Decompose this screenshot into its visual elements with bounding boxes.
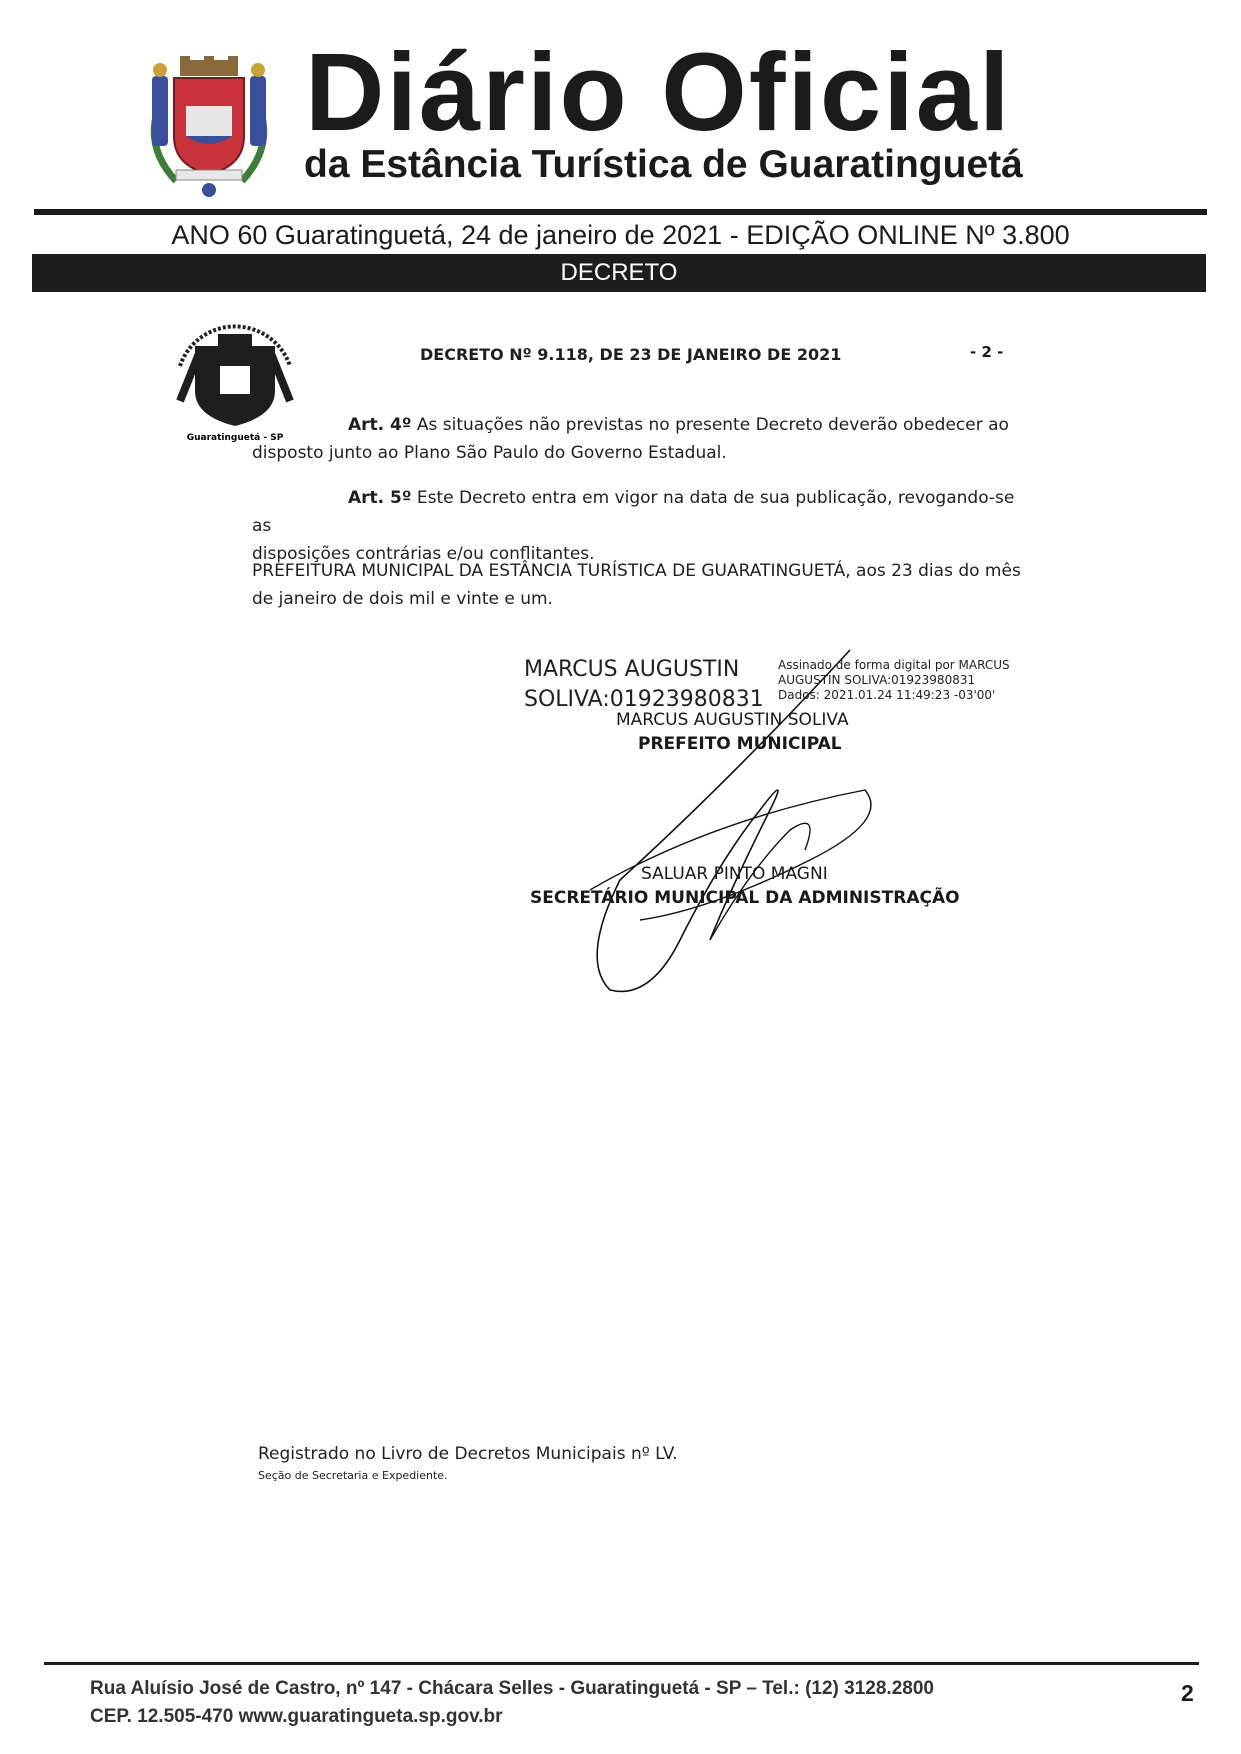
article-5-line2: disposições contrárias e/ou conflitantes. [252,544,595,564]
article-4 [252,411,1032,467]
footer-address-line2: CEP. 12.505-470 www.guaratingueta.sp.gov.br [90,1706,503,1727]
mayor-name: MARCUS AUGUSTIN SOLIVA [616,710,849,730]
article-5 [252,484,1032,568]
digital-signature-metadata [778,658,1010,703]
article-4-line1: As situações não previstas no presente Decreto deverão obedecer ao [416,415,1009,435]
footer-address [90,1675,934,1731]
decree-title: DECRETO Nº 9.118, DE 23 DE JANEIRO DE 2021 [420,345,842,364]
registry-section: Seção de Secretaria e Expediente. [258,1469,448,1482]
footer-divider [44,1662,1199,1665]
mayor-title: PREFEITO MUNICIPAL [638,734,842,754]
closing-line1: PREFEITURA MUNICIPAL DA ESTÂNCIA TURÍSTICA DE GUARATINGUETÁ, aos 23 dias do mês [252,561,1021,581]
page-marker: - 2 - [970,343,1004,361]
closing-paragraph [252,557,1052,613]
digital-signature-meta-line2: AUGUSTIN SOLIVA:01923980831 [778,673,976,687]
digital-signature-name-line2: SOLIVA:01923980831 [524,687,764,712]
article-4-line2: disposto junto ao Plano São Paulo do Governo Estadual. [252,443,727,463]
digital-signature-name-line1: MARCUS AUGUSTIN [524,657,740,682]
closing-line2: de janeiro de dois mil e vinte e um. [252,589,553,609]
edition-line: ANO 60 Guaratinguetá, 24 de janeiro de 2021 - EDIÇÃO ONLINE Nº 3.800 [171,220,1070,250]
secretary-title: SECRETÁRIO MUNICIPAL DA ADMINISTRAÇÃO [530,888,960,908]
coat-of-arms-icon [146,56,272,198]
secretary-name: SALUAR PINTO MAGNI [641,864,828,884]
digital-signature-meta-line3: Dados: 2021.01.24 11:49:23 -03'00' [778,688,996,702]
digital-signature-meta-line1: Assinado de forma digital por MARCUS [778,658,1010,672]
article-5-label: Art. 5º [348,488,412,508]
stamp-caption: Guaratinguetá - SP [186,433,284,442]
digital-signature-name [524,655,764,715]
masthead-title: Diário Oficial [305,31,1012,154]
article-4-label: Art. 4º [348,415,412,435]
masthead-divider [34,209,1207,215]
section-banner: DECRETO [32,254,1206,292]
article-5-line1: Este Decreto entra em vigor na data de sua publicação, revogando-se as [252,488,1015,536]
masthead-subtitle: da Estância Turística de Guaratinguetá [304,143,1023,186]
footer-page-number: 2 [1181,1680,1194,1706]
registry-note: Registrado no Livro de Decretos Municipais nº LV. [258,1444,678,1464]
footer-address-line1: Rua Aluísio José de Castro, nº 147 - Chácara Selles - Guaratinguetá - SP – Tel.: (12) 3128.2800 [90,1678,934,1699]
